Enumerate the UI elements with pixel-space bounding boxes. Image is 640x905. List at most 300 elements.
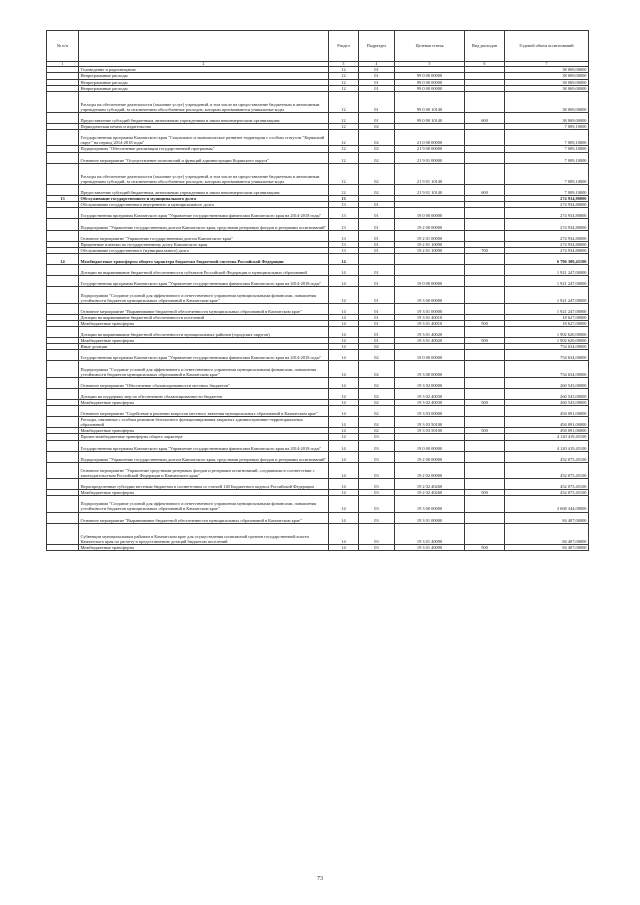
- row-target: 21 9 01 10140: [395, 185, 465, 196]
- row-target: 19 2 01 10090: [395, 241, 465, 247]
- row-section: 13: [329, 202, 359, 208]
- row-section: 14: [329, 434, 359, 440]
- row-name: Непрограммные расходы: [79, 85, 329, 91]
- row-subsection: 01: [359, 338, 395, 344]
- table-row: [47, 361, 589, 377]
- row-number: [47, 303, 79, 314]
- row-name: Непрограммные расходы: [79, 73, 329, 79]
- row-number: [47, 130, 79, 146]
- row-exptype: 500: [465, 399, 505, 405]
- row-subsection: 01: [359, 79, 395, 85]
- row-name: Основное мероприятие "Выравнивание бюджетной обеспеченности муниципальных образований в Камчатском крае": [79, 303, 329, 314]
- row-section: 13: [329, 241, 359, 247]
- row-amount: 38 069,00000: [505, 79, 589, 85]
- row-target: 19 3 00 00000: [395, 496, 465, 512]
- row-exptype: [465, 303, 505, 314]
- row-amount: 7 009,10000: [505, 130, 589, 146]
- row-target: 19 3 01 00000: [395, 512, 465, 523]
- row-amount: 4 120 419,45100: [505, 440, 589, 451]
- column-number: 3: [329, 62, 359, 67]
- row-section: 14: [329, 406, 359, 417]
- row-section: 12: [329, 91, 359, 112]
- row-exptype: [465, 152, 505, 163]
- row-subsection: 02: [359, 399, 395, 405]
- row-name: Основное мероприятие "Осуществление полномочий и функций администрации Корякского округа": [79, 152, 329, 163]
- row-target: 19 0 00 00000: [395, 208, 465, 219]
- table-row: [47, 545, 589, 551]
- row-number: [47, 440, 79, 451]
- table-row: [47, 523, 589, 544]
- row-section: 14: [329, 253, 359, 264]
- row-subsection: 02: [359, 152, 395, 163]
- row-name: Расходы на обеспечение деятельности (оказание услуг) учреждений, в том числе на предоставление бюджетным и автономным учреждениям субсидий, за исключением обособленных расходов, которым присваиваются уникальные коды: [79, 163, 329, 184]
- row-name: Межбюджетные трансферты общего характера бюджетам бюджетной системы Российской Федерации: [79, 253, 329, 264]
- row-target: 19 3 02 40030: [395, 388, 465, 399]
- row-name: Государственная программа Камчатского края "Управление государственными финансами Камчатского края на 2014-2018 годы": [79, 440, 329, 451]
- row-subsection: 02: [359, 388, 395, 399]
- row-exptype: [465, 451, 505, 462]
- row-exptype: [465, 265, 505, 276]
- row-exptype: 500: [465, 545, 505, 551]
- row-subsection: 02: [359, 377, 395, 388]
- row-exptype: [465, 163, 505, 184]
- row-amount: 754 634,00000: [505, 344, 589, 350]
- row-subsection: 02: [359, 406, 395, 417]
- row-exptype: [465, 440, 505, 451]
- row-name: Дотации на поддержку мер по обеспечению сбалансированности бюджетов: [79, 388, 329, 399]
- table-header-row: [47, 31, 589, 62]
- row-section: 14: [329, 428, 359, 434]
- row-section: 14: [329, 496, 359, 512]
- row-amount: 1 921 247,00000: [505, 303, 589, 314]
- row-name: Межбюджетные трансферты: [79, 399, 329, 405]
- row-number: [47, 462, 79, 478]
- row-exptype: [465, 326, 505, 337]
- row-subsection: 02: [359, 344, 395, 350]
- table-row: [47, 163, 589, 184]
- row-section: 14: [329, 303, 359, 314]
- row-subsection: 01: [359, 265, 395, 276]
- row-amount: 260 543,00000: [505, 377, 589, 388]
- row-target: 19 2 01 10090: [395, 247, 465, 253]
- row-name: Непрограммные расходы: [79, 79, 329, 85]
- row-exptype: [465, 523, 505, 544]
- row-amount: 4 120 419,45100: [505, 434, 589, 440]
- row-section: 14: [329, 451, 359, 462]
- row-name: Периодическая печать и издательства: [79, 124, 329, 130]
- row-exptype: [465, 91, 505, 112]
- row-target: 19 3 03 50100: [395, 417, 465, 428]
- row-exptype: [465, 130, 505, 146]
- row-exptype: [465, 253, 505, 264]
- row-section: 14: [329, 377, 359, 388]
- row-section: 12: [329, 124, 359, 130]
- row-amount: 452 075,45100: [505, 462, 589, 478]
- row-name: Дотации на выравнивание бюджетной обеспеченности субъектов Российской Федерации и муниципальных образований: [79, 265, 329, 276]
- table-row: [47, 440, 589, 451]
- row-number: [47, 496, 79, 512]
- row-number: [47, 479, 79, 490]
- row-name: Межбюджетные трансферты: [79, 428, 329, 434]
- row-section: 12: [329, 130, 359, 146]
- row-target: 19 3 01 40020: [395, 338, 465, 344]
- row-exptype: 500: [465, 490, 505, 496]
- row-target: 19 2 00 00000: [395, 451, 465, 462]
- row-amount: 494 091,00000: [505, 428, 589, 434]
- row-name: Государственная программа Камчатского края "Управление государственными финансами Камчатского края на 2014-2018 годы": [79, 276, 329, 287]
- row-name: Субвенции муниципальным районам в Камчатском крае для осуществления полномочий органов государственной власти Камчатского края по расчету и предоставлению дотаций бюджетам поселений: [79, 523, 329, 544]
- row-number: 14: [47, 253, 79, 264]
- row-section: 14: [329, 440, 359, 451]
- row-target: 19 3 01 40010: [395, 320, 465, 326]
- row-target: 19 3 01 00000: [395, 303, 465, 314]
- row-subsection: [359, 253, 395, 264]
- row-subsection: 02: [359, 350, 395, 361]
- row-amount: 452 075,45100: [505, 490, 589, 496]
- row-amount: 7 009,10000: [505, 185, 589, 196]
- row-name: Обслуживание государственного внутреннего и муниципального долга: [79, 202, 329, 208]
- row-target: 99 0 00 10140: [395, 91, 465, 112]
- row-subsection: 03: [359, 440, 395, 451]
- row-name: Государственная программа Камчатского края "Управление государственными финансами Камчатского края на 2014-2018 годы": [79, 208, 329, 219]
- table-row: [47, 230, 589, 241]
- col-header-subsection: Подраздел: [359, 31, 395, 62]
- row-exptype: [465, 417, 505, 428]
- table-row: [47, 377, 589, 388]
- row-subsection: 02: [359, 163, 395, 184]
- row-number: [47, 276, 79, 287]
- row-amount: 7 009,10000: [505, 124, 589, 130]
- row-amount: 494 091,00000: [505, 417, 589, 428]
- row-section: 14: [329, 338, 359, 344]
- table-row: [47, 303, 589, 314]
- table-row: [47, 417, 589, 428]
- row-subsection: 03: [359, 512, 395, 523]
- row-target: 99 0 00 10140: [395, 112, 465, 123]
- row-name: Дотации на выравнивание бюджетной обеспеченности муниципальных районов (городских округов): [79, 326, 329, 337]
- row-subsection: 02: [359, 417, 395, 428]
- row-section: 12: [329, 146, 359, 152]
- row-target: 19 3 01 40090: [395, 523, 465, 544]
- row-exptype: [465, 208, 505, 219]
- row-name: Основное мероприятие "Обеспечение сбалансированности местных бюджетов": [79, 377, 329, 388]
- row-name: Основное мероприятие "Выравнивание бюджетной обеспеченности муниципальных образований в Камчатском крае": [79, 512, 329, 523]
- table-row: [47, 287, 589, 303]
- row-subsection: 03: [359, 451, 395, 462]
- row-amount: 18 627,00000: [505, 320, 589, 326]
- row-section: 14: [329, 276, 359, 287]
- row-amount: 38 069,00000: [505, 73, 589, 79]
- row-number: [47, 350, 79, 361]
- row-amount: 84 407,00000: [505, 523, 589, 544]
- row-amount: 754 634,00000: [505, 361, 589, 377]
- row-exptype: 500: [465, 320, 505, 326]
- row-amount: 38 069,00000: [505, 67, 589, 73]
- row-number: [47, 523, 79, 544]
- row-amount: 274 934,80000: [505, 230, 589, 241]
- row-target: 99 0 00 00000: [395, 85, 465, 91]
- row-subsection: 03: [359, 523, 395, 544]
- row-target: [395, 253, 465, 264]
- row-section: 14: [329, 479, 359, 490]
- row-target: 19 2 01 00000: [395, 230, 465, 241]
- row-amount: 274 934,80000: [505, 247, 589, 253]
- row-name: Межбюджетные трансферты: [79, 338, 329, 344]
- table-row: [47, 388, 589, 399]
- row-amount: 18 627,00000: [505, 314, 589, 320]
- table-row: [47, 462, 589, 478]
- table-row: [47, 479, 589, 490]
- row-section: 14: [329, 344, 359, 350]
- row-exptype: [465, 496, 505, 512]
- row-number: [47, 406, 79, 417]
- table-row: [47, 208, 589, 219]
- row-amount: 6 796 300,45100: [505, 253, 589, 264]
- row-target: 19 2 02 00000: [395, 462, 465, 478]
- row-number: [47, 326, 79, 337]
- row-exptype: [465, 377, 505, 388]
- row-subsection: 01: [359, 303, 395, 314]
- row-subsection: 01: [359, 276, 395, 287]
- row-amount: 38 069,00000: [505, 112, 589, 123]
- row-subsection: 03: [359, 545, 395, 551]
- row-exptype: [465, 462, 505, 478]
- row-target: 19 3 03 00000: [395, 406, 465, 417]
- col-header-name: [79, 31, 329, 62]
- row-target: 19 3 02 40030: [395, 399, 465, 405]
- row-target: 21 0 00 00000: [395, 130, 465, 146]
- row-target: 19 3 03 50100: [395, 428, 465, 434]
- row-number: [47, 377, 79, 388]
- row-amount: 38 069,00000: [505, 85, 589, 91]
- row-exptype: [465, 388, 505, 399]
- row-name: Основное мероприятие "Управление государственным долгом Камчатского края": [79, 230, 329, 241]
- row-section: 14: [329, 512, 359, 523]
- row-number: [47, 265, 79, 276]
- row-amount: 1 921 247,00000: [505, 287, 589, 303]
- row-target: 19 3 02 00000: [395, 377, 465, 388]
- row-amount: 7 009,10000: [505, 163, 589, 184]
- row-subsection: 02: [359, 185, 395, 196]
- col-header-section: Раздел: [329, 31, 359, 62]
- row-exptype: [465, 361, 505, 377]
- row-name: Расходы на обеспечение деятельности (оказание услуг) учреждений, в том числе на предоставление бюджетным и автономным учреждениям субсидий, за исключением обособленных расходов, которым присваиваются уникальные коды: [79, 91, 329, 112]
- row-section: 13: [329, 247, 359, 253]
- row-section: 14: [329, 462, 359, 478]
- row-exptype: [465, 287, 505, 303]
- row-section: 12: [329, 79, 359, 85]
- row-section: 14: [329, 314, 359, 320]
- row-target: 19 2 00 00000: [395, 219, 465, 230]
- row-target: 21 9 00 00000: [395, 146, 465, 152]
- row-section: 12: [329, 67, 359, 73]
- row-name: Нераспределенные субсидии местным бюджетам в соответствии со статьей 140 Бюджетного кодекса Российской Федерации: [79, 479, 329, 490]
- row-subsection: 01: [359, 326, 395, 337]
- row-amount: 1 921 247,00000: [505, 276, 589, 287]
- column-number: 1: [47, 62, 79, 67]
- row-subsection: 01: [359, 202, 395, 208]
- row-section: 12: [329, 185, 359, 196]
- row-subsection: 01: [359, 230, 395, 241]
- row-name: Предоставление субсидий бюджетным, автономным учреждениям и иным некоммерческим организациям: [79, 185, 329, 196]
- table-row: [47, 276, 589, 287]
- row-amount: 1 902 620,00000: [505, 338, 589, 344]
- row-amount: 754 634,00000: [505, 350, 589, 361]
- table-row: [47, 219, 589, 230]
- row-name: Подпрограмма "Управление государственным долгом Камчатского края, средствами резервных фондов и резервами ассигнований": [79, 451, 329, 462]
- col-header-target: Целевая статья: [395, 31, 465, 62]
- table-row: [47, 496, 589, 512]
- row-amount: 274 934,80000: [505, 241, 589, 247]
- row-number: [47, 185, 79, 196]
- row-number: [47, 163, 79, 184]
- row-exptype: [465, 230, 505, 241]
- row-name: Межбюджетные трансферты: [79, 320, 329, 326]
- row-name: Государственная программа Камчатского края "Социальное и экономическое развитие территории с особым статусом "Корякский округ" на период 2014-2018 годы": [79, 130, 329, 146]
- row-name: Телевидение и радиовещание: [79, 67, 329, 73]
- row-subsection: 01: [359, 208, 395, 219]
- row-section: 12: [329, 73, 359, 79]
- row-target: 19 0 00 00000: [395, 276, 465, 287]
- row-target: 99 0 00 00000: [395, 79, 465, 85]
- row-section: 14: [329, 545, 359, 551]
- col-header-exptype: Вид расходов: [465, 31, 505, 62]
- row-subsection: 02: [359, 428, 395, 434]
- row-exptype: [465, 350, 505, 361]
- row-number: [47, 512, 79, 523]
- row-amount: 38 069,00000: [505, 91, 589, 112]
- table-row: [47, 130, 589, 146]
- row-name: Дотации на выравнивание бюджетной обеспеченности поселений: [79, 314, 329, 320]
- row-subsection: 01: [359, 320, 395, 326]
- row-name: Межбюджетные трансферты: [79, 545, 329, 551]
- row-exptype: [465, 512, 505, 523]
- row-subsection: 03: [359, 490, 395, 496]
- row-number: [47, 451, 79, 462]
- row-target: 19 0 00 00000: [395, 350, 465, 361]
- row-exptype: [465, 406, 505, 417]
- row-name: Государственная программа Камчатского края "Управление государственными финансами Камчатского края на 2014-2018 годы": [79, 350, 329, 361]
- row-amount: 1 902 620,00000: [505, 326, 589, 337]
- row-number: [47, 208, 79, 219]
- row-amount: 7 009,10000: [505, 152, 589, 163]
- table-row: [47, 152, 589, 163]
- row-section: 12: [329, 152, 359, 163]
- row-section: 14: [329, 399, 359, 405]
- row-target: 19 3 01 40090: [395, 545, 465, 551]
- row-section: 14: [329, 265, 359, 276]
- row-target: 19 2 02 40260: [395, 479, 465, 490]
- column-number: 7: [505, 62, 589, 67]
- row-number: 13: [47, 196, 79, 202]
- row-name: Иные дотации: [79, 344, 329, 350]
- row-subsection: 03: [359, 434, 395, 440]
- row-amount: 7 009,10000: [505, 146, 589, 152]
- row-section: 14: [329, 417, 359, 428]
- col-header-amount: Годовой объем ассигнований: [505, 31, 589, 62]
- row-section: 14: [329, 490, 359, 496]
- row-target: 19 3 00 00000: [395, 287, 465, 303]
- row-subsection: 01: [359, 67, 395, 73]
- table-row: [47, 512, 589, 523]
- column-number: 4: [359, 62, 395, 67]
- row-amount: 452 075,45100: [505, 479, 589, 490]
- row-name: Подпрограмма "Создание условий для эффективного и ответственного управления муниципальными финансами, повышения устойчивости бюджетов муниципальных образований в Камчатском крае": [79, 361, 329, 377]
- row-section: 12: [329, 112, 359, 123]
- column-number: 6: [465, 62, 505, 67]
- row-subsection: 01: [359, 241, 395, 247]
- row-section: 13: [329, 230, 359, 241]
- row-target: 19 3 01 40020: [395, 326, 465, 337]
- row-subsection: 02: [359, 146, 395, 152]
- table-row: [47, 91, 589, 112]
- row-name: Основное мероприятие "Управление средствами резервных фондов и резервами ассигнований, созданными в соответствии с законодательством Российской Федерации и Камчатского края": [79, 462, 329, 478]
- row-name: Обслуживание государственного (муниципального) долга: [79, 247, 329, 253]
- row-section: 14: [329, 326, 359, 337]
- row-amount: 260 543,00000: [505, 388, 589, 399]
- row-number: [47, 388, 79, 399]
- row-subsection: 01: [359, 287, 395, 303]
- row-number: [47, 417, 79, 428]
- row-exptype: 500: [465, 428, 505, 434]
- row-amount: 84 407,00000: [505, 545, 589, 551]
- page-number: 73: [317, 876, 323, 882]
- row-subsection: 03: [359, 479, 395, 490]
- row-subsection: 01: [359, 85, 395, 91]
- row-name: Прочие межбюджетные трансферты общего характера: [79, 434, 329, 440]
- budget-table-body: [47, 67, 589, 551]
- row-name: Подпрограмма "Обеспечение реализации государственной программы": [79, 146, 329, 152]
- col-header-number: № п/п: [47, 31, 79, 62]
- row-amount: 494 091,00000: [505, 406, 589, 417]
- row-target: 19 3 00 00000: [395, 361, 465, 377]
- row-number: [47, 361, 79, 377]
- row-subsection: 01: [359, 112, 395, 123]
- row-subsection: 03: [359, 462, 395, 478]
- row-number: [47, 152, 79, 163]
- row-number: [47, 219, 79, 230]
- row-exptype: [465, 219, 505, 230]
- row-exptype: [465, 479, 505, 490]
- table-row: [47, 406, 589, 417]
- row-subsection: 02: [359, 124, 395, 130]
- row-subsection: 01: [359, 73, 395, 79]
- row-name: Подпрограмма "Создание условий для эффективного и ответственного управления муниципальными финансами, повышения устойчивости бюджетов муниципальных образований в Камчатском крае": [79, 496, 329, 512]
- row-subsection: 02: [359, 361, 395, 377]
- row-exptype: 600: [465, 112, 505, 123]
- row-subsection: 01: [359, 91, 395, 112]
- table-row: [47, 112, 589, 123]
- column-number: 2: [79, 62, 329, 67]
- row-target: 21 9 01 00000: [395, 152, 465, 163]
- row-target: 21 9 01 10140: [395, 163, 465, 184]
- table-row: [47, 253, 589, 264]
- budget-table: [46, 30, 589, 551]
- table-row: [47, 451, 589, 462]
- row-amount: 84 407,00000: [505, 512, 589, 523]
- table-row: [47, 350, 589, 361]
- row-section: 12: [329, 85, 359, 91]
- row-subsection: 03: [359, 496, 395, 512]
- row-section: 12: [329, 163, 359, 184]
- row-target: 99 0 00 00000: [395, 73, 465, 79]
- row-target: 19 0 00 00000: [395, 440, 465, 451]
- row-number: [47, 91, 79, 112]
- row-name: Подпрограмма "Управление государственным долгом Камчатского края, средствами резервных фондов и резервами ассигнований": [79, 219, 329, 230]
- row-section: 14: [329, 320, 359, 326]
- table-row: [47, 265, 589, 276]
- row-number: [47, 545, 79, 551]
